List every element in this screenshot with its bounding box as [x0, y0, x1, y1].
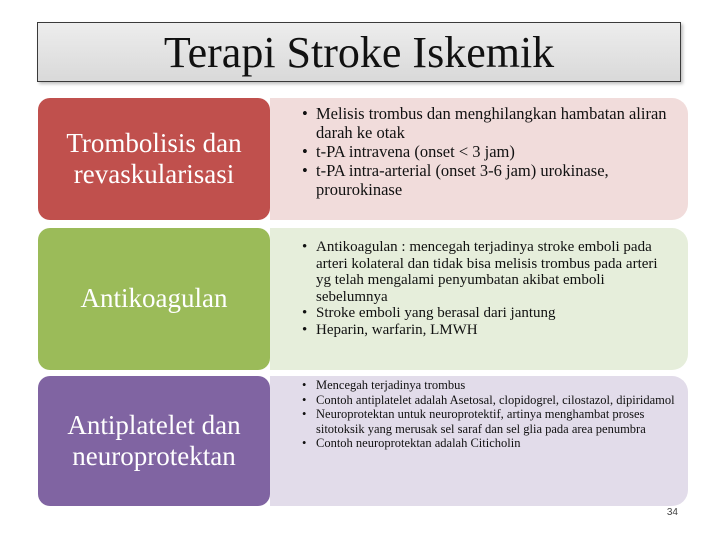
bullet-list [302, 239, 676, 338]
bullet-item: • Mencegah terjadinya trombus [302, 378, 676, 393]
slide-title: Terapi Stroke Iskemik [163, 27, 555, 77]
row-content [270, 98, 688, 220]
bullet-item: • Stroke emboli yang berasal dari jantung [302, 305, 676, 322]
row-content [270, 228, 688, 370]
row-label: Trombolisis dan revaskularisasi [38, 98, 270, 220]
bullet-list [302, 104, 676, 199]
therapy-row-thrombolysis [38, 98, 688, 220]
row-content [270, 376, 688, 506]
bullet-item: • Antikoagulan : mencegah terjadinya stroke emboli pada arteri kolateral dan tidak bisa melisis trombus pada arteri yg telah mengalami penyumbatan akibat emboli sebelumnya [302, 239, 676, 305]
row-label: Antikoagulan [38, 228, 270, 370]
row-label: Antiplatelet dan neuroprotektan [38, 376, 270, 506]
therapy-row-antiplatelet [38, 376, 688, 506]
bullet-item: • t-PA intra-arterial (onset 3-6 jam) urokinase, prourokinase [302, 161, 676, 199]
title-box [37, 22, 681, 82]
bullet-item: • Neuroprotektan untuk neuroprotektif, artinya menghambat proses sitotoksik yang merusak sel saraf dan sel glia pada area penumbra [302, 407, 676, 436]
page-number: 34 [666, 507, 678, 518]
bullet-item: • t-PA intravena (onset < 3 jam) [302, 142, 676, 161]
bullet-item: • Heparin, warfarin, LMWH [302, 322, 676, 339]
bullet-item: • Contoh neuroprotektan adalah Citicholin [302, 436, 676, 451]
therapy-row-anticoagulant [38, 228, 688, 370]
bullet-item: • Contoh antiplatelet adalah Asetosal, clopidogrel, cilostazol, dipiridamol [302, 393, 676, 408]
bullet-list [302, 378, 676, 451]
bullet-item: • Melisis trombus dan menghilangkan hambatan aliran darah ke otak [302, 104, 676, 142]
